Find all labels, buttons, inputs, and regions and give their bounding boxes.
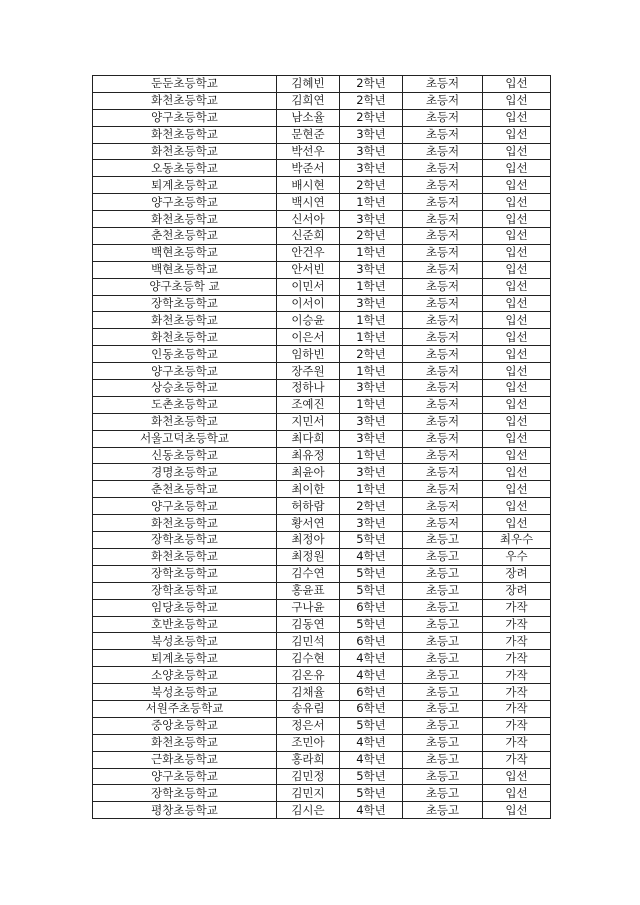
grade-cell: 1학년 [340, 447, 403, 464]
table-row [93, 515, 551, 532]
table-row [93, 650, 551, 667]
division-cell: 초등저 [403, 76, 483, 93]
award-cell: 입선 [483, 498, 551, 515]
division-cell: 초등저 [403, 126, 483, 143]
award-cell: 가작 [483, 700, 551, 717]
award-table-body [93, 76, 551, 819]
grade-cell: 1학년 [340, 278, 403, 295]
division-cell: 초등저 [403, 464, 483, 481]
award-cell: 가작 [483, 633, 551, 650]
grade-cell: 6학년 [340, 684, 403, 701]
award-cell: 입선 [483, 768, 551, 785]
student-name-cell: 배시현 [277, 177, 340, 194]
table-row [93, 447, 551, 464]
student-name-cell: 김동연 [277, 616, 340, 633]
table-row [93, 177, 551, 194]
table-row [93, 599, 551, 616]
student-name-cell: 김채율 [277, 684, 340, 701]
table-row [93, 346, 551, 363]
school-cell: 화천초등학교 [93, 413, 277, 430]
table-row [93, 126, 551, 143]
school-cell: 양구초등학교 [93, 498, 277, 515]
school-cell: 근화초등학교 [93, 751, 277, 768]
student-name-cell: 박선우 [277, 143, 340, 160]
division-cell: 초등저 [403, 228, 483, 245]
award-cell: 입선 [483, 312, 551, 329]
table-row [93, 481, 551, 498]
student-name-cell: 이승윤 [277, 312, 340, 329]
table-row [93, 464, 551, 481]
award-cell: 입선 [483, 278, 551, 295]
school-cell: 화천초등학교 [93, 211, 277, 228]
division-cell: 초등고 [403, 768, 483, 785]
grade-cell: 4학년 [340, 650, 403, 667]
grade-cell: 3학년 [340, 464, 403, 481]
table-row [93, 261, 551, 278]
school-cell: 장학초등학교 [93, 582, 277, 599]
award-cell: 장려 [483, 582, 551, 599]
table-row [93, 498, 551, 515]
table-row [93, 565, 551, 582]
award-cell: 입선 [483, 143, 551, 160]
school-cell: 화천초등학교 [93, 548, 277, 565]
grade-cell: 3학년 [340, 143, 403, 160]
school-cell: 오동초등학교 [93, 160, 277, 177]
award-cell: 입선 [483, 194, 551, 211]
school-cell: 장학초등학교 [93, 785, 277, 802]
school-cell: 북성초등학교 [93, 684, 277, 701]
school-cell: 양구초등학교 [93, 768, 277, 785]
division-cell: 초등저 [403, 211, 483, 228]
award-cell: 입선 [483, 802, 551, 819]
student-name-cell: 남소율 [277, 109, 340, 126]
student-name-cell: 신서아 [277, 211, 340, 228]
division-cell: 초등저 [403, 312, 483, 329]
school-cell: 춘천초등학교 [93, 481, 277, 498]
award-cell: 입선 [483, 481, 551, 498]
table-row [93, 633, 551, 650]
division-cell: 초등고 [403, 532, 483, 549]
table-row [93, 616, 551, 633]
student-name-cell: 김수현 [277, 650, 340, 667]
student-name-cell: 최정아 [277, 532, 340, 549]
division-cell: 초등저 [403, 396, 483, 413]
table-row [93, 802, 551, 819]
grade-cell: 3학년 [340, 413, 403, 430]
award-cell: 가작 [483, 667, 551, 684]
grade-cell: 2학년 [340, 109, 403, 126]
division-cell: 초등고 [403, 785, 483, 802]
table-row [93, 717, 551, 734]
school-cell: 평창초등학교 [93, 802, 277, 819]
award-cell: 입선 [483, 244, 551, 261]
student-name-cell: 최유정 [277, 447, 340, 464]
table-row [93, 582, 551, 599]
school-cell: 양구초등학교 [93, 363, 277, 380]
division-cell: 초등저 [403, 194, 483, 211]
award-cell: 가작 [483, 599, 551, 616]
grade-cell: 4학년 [340, 751, 403, 768]
school-cell: 신동초등학교 [93, 447, 277, 464]
grade-cell: 5학년 [340, 565, 403, 582]
school-cell: 화천초등학교 [93, 92, 277, 109]
school-cell: 소양초등학교 [93, 667, 277, 684]
table-row [93, 363, 551, 380]
school-cell: 춘천초등학교 [93, 228, 277, 245]
division-cell: 초등고 [403, 548, 483, 565]
school-cell: 둔둔초등학교 [93, 76, 277, 93]
school-cell: 화천초등학교 [93, 515, 277, 532]
student-name-cell: 정하나 [277, 380, 340, 397]
table-row [93, 109, 551, 126]
student-name-cell: 지민서 [277, 413, 340, 430]
grade-cell: 1학년 [340, 244, 403, 261]
student-name-cell: 신준희 [277, 228, 340, 245]
division-cell: 초등저 [403, 109, 483, 126]
student-name-cell: 김온유 [277, 667, 340, 684]
grade-cell: 5학년 [340, 717, 403, 734]
school-cell: 서울고덕초등학교 [93, 430, 277, 447]
award-cell: 입선 [483, 92, 551, 109]
student-name-cell: 이은서 [277, 329, 340, 346]
school-cell: 상승초등학교 [93, 380, 277, 397]
student-name-cell: 황서연 [277, 515, 340, 532]
student-name-cell: 송유림 [277, 700, 340, 717]
school-cell: 백현초등학교 [93, 244, 277, 261]
award-cell: 장려 [483, 565, 551, 582]
grade-cell: 1학년 [340, 396, 403, 413]
division-cell: 초등고 [403, 565, 483, 582]
division-cell: 초등저 [403, 363, 483, 380]
award-cell: 입선 [483, 177, 551, 194]
award-cell: 입선 [483, 329, 551, 346]
award-cell: 입선 [483, 413, 551, 430]
division-cell: 초등고 [403, 684, 483, 701]
grade-cell: 6학년 [340, 633, 403, 650]
student-name-cell: 구나윤 [277, 599, 340, 616]
award-cell: 입선 [483, 228, 551, 245]
grade-cell: 1학년 [340, 312, 403, 329]
table-row [93, 92, 551, 109]
table-row [93, 143, 551, 160]
division-cell: 초등저 [403, 498, 483, 515]
grade-cell: 3학년 [340, 295, 403, 312]
grade-cell: 2학년 [340, 177, 403, 194]
grade-cell: 3학년 [340, 515, 403, 532]
table-row [93, 396, 551, 413]
grade-cell: 5학년 [340, 616, 403, 633]
school-cell: 호반초등학교 [93, 616, 277, 633]
grade-cell: 6학년 [340, 599, 403, 616]
school-cell: 장학초등학교 [93, 295, 277, 312]
student-name-cell: 이민서 [277, 278, 340, 295]
student-name-cell: 홍라희 [277, 751, 340, 768]
table-row [93, 430, 551, 447]
division-cell: 초등고 [403, 616, 483, 633]
grade-cell: 2학년 [340, 92, 403, 109]
student-name-cell: 조민아 [277, 734, 340, 751]
student-name-cell: 김민정 [277, 768, 340, 785]
grade-cell: 2학년 [340, 498, 403, 515]
school-cell: 임당초등학교 [93, 599, 277, 616]
award-cell: 입선 [483, 447, 551, 464]
award-cell: 입선 [483, 76, 551, 93]
division-cell: 초등저 [403, 447, 483, 464]
school-cell: 인동초등학교 [93, 346, 277, 363]
grade-cell: 3학년 [340, 380, 403, 397]
grade-cell: 6학년 [340, 700, 403, 717]
student-name-cell: 최윤아 [277, 464, 340, 481]
division-cell: 초등저 [403, 143, 483, 160]
award-cell: 가작 [483, 650, 551, 667]
school-cell: 중앙초등학교 [93, 717, 277, 734]
table-row [93, 751, 551, 768]
grade-cell: 2학년 [340, 76, 403, 93]
division-cell: 초등고 [403, 633, 483, 650]
table-row [93, 413, 551, 430]
table-row [93, 329, 551, 346]
table-row [93, 785, 551, 802]
grade-cell: 3학년 [340, 126, 403, 143]
table-row [93, 548, 551, 565]
grade-cell: 3학년 [340, 261, 403, 278]
award-cell: 입선 [483, 380, 551, 397]
division-cell: 초등고 [403, 734, 483, 751]
award-cell: 입선 [483, 126, 551, 143]
division-cell: 초등저 [403, 92, 483, 109]
school-cell: 양구초등학 교 [93, 278, 277, 295]
award-cell: 입선 [483, 109, 551, 126]
division-cell: 초등저 [403, 515, 483, 532]
school-cell: 퇴계초등학교 [93, 177, 277, 194]
award-results-table [92, 75, 551, 819]
student-name-cell: 임하빈 [277, 346, 340, 363]
school-cell: 화천초등학교 [93, 143, 277, 160]
grade-cell: 4학년 [340, 548, 403, 565]
grade-cell: 4학년 [340, 802, 403, 819]
division-cell: 초등저 [403, 346, 483, 363]
table-row [93, 211, 551, 228]
school-cell: 백현초등학교 [93, 261, 277, 278]
grade-cell: 5학년 [340, 582, 403, 599]
award-cell: 입선 [483, 160, 551, 177]
student-name-cell: 김민지 [277, 785, 340, 802]
grade-cell: 4학년 [340, 667, 403, 684]
school-cell: 화천초등학교 [93, 329, 277, 346]
award-cell: 입선 [483, 464, 551, 481]
grade-cell: 1학년 [340, 194, 403, 211]
student-name-cell: 최정원 [277, 548, 340, 565]
grade-cell: 4학년 [340, 734, 403, 751]
student-name-cell: 정은서 [277, 717, 340, 734]
table-row [93, 684, 551, 701]
award-cell: 입선 [483, 211, 551, 228]
school-cell: 퇴계초등학교 [93, 650, 277, 667]
student-name-cell: 조예진 [277, 396, 340, 413]
school-cell: 서원주초등학교 [93, 700, 277, 717]
grade-cell: 5학년 [340, 768, 403, 785]
award-cell: 입선 [483, 515, 551, 532]
division-cell: 초등저 [403, 380, 483, 397]
division-cell: 초등고 [403, 667, 483, 684]
division-cell: 초등저 [403, 329, 483, 346]
award-cell: 입선 [483, 785, 551, 802]
division-cell: 초등고 [403, 717, 483, 734]
student-name-cell: 박준서 [277, 160, 340, 177]
division-cell: 초등고 [403, 700, 483, 717]
student-name-cell: 김시은 [277, 802, 340, 819]
school-cell: 화천초등학교 [93, 734, 277, 751]
award-cell: 우수 [483, 548, 551, 565]
student-name-cell: 안건우 [277, 244, 340, 261]
division-cell: 초등고 [403, 599, 483, 616]
division-cell: 초등저 [403, 413, 483, 430]
school-cell: 경명초등학교 [93, 464, 277, 481]
student-name-cell: 김수연 [277, 565, 340, 582]
school-cell: 장학초등학교 [93, 532, 277, 549]
student-name-cell: 김혜빈 [277, 76, 340, 93]
table-row [93, 228, 551, 245]
award-cell: 가작 [483, 684, 551, 701]
table-row [93, 194, 551, 211]
table-row [93, 380, 551, 397]
grade-cell: 5학년 [340, 785, 403, 802]
grade-cell: 2학년 [340, 228, 403, 245]
award-cell: 입선 [483, 396, 551, 413]
student-name-cell: 허하람 [277, 498, 340, 515]
division-cell: 초등저 [403, 278, 483, 295]
table-row [93, 244, 551, 261]
division-cell: 초등저 [403, 244, 483, 261]
grade-cell: 5학년 [340, 532, 403, 549]
grade-cell: 3학년 [340, 211, 403, 228]
student-name-cell: 최이한 [277, 481, 340, 498]
division-cell: 초등고 [403, 802, 483, 819]
division-cell: 초등고 [403, 751, 483, 768]
award-cell: 가작 [483, 751, 551, 768]
division-cell: 초등저 [403, 295, 483, 312]
student-name-cell: 백시연 [277, 194, 340, 211]
division-cell: 초등저 [403, 177, 483, 194]
table-row [93, 312, 551, 329]
school-cell: 양구초등학교 [93, 109, 277, 126]
award-cell: 가작 [483, 734, 551, 751]
table-row [93, 295, 551, 312]
student-name-cell: 문현준 [277, 126, 340, 143]
grade-cell: 1학년 [340, 329, 403, 346]
table-row [93, 667, 551, 684]
award-cell: 입선 [483, 295, 551, 312]
table-row [93, 160, 551, 177]
student-name-cell: 홍윤표 [277, 582, 340, 599]
school-cell: 장학초등학교 [93, 565, 277, 582]
award-cell: 입선 [483, 261, 551, 278]
school-cell: 북성초등학교 [93, 633, 277, 650]
division-cell: 초등저 [403, 261, 483, 278]
school-cell: 화천초등학교 [93, 126, 277, 143]
division-cell: 초등저 [403, 430, 483, 447]
grade-cell: 2학년 [340, 346, 403, 363]
division-cell: 초등저 [403, 481, 483, 498]
student-name-cell: 이서이 [277, 295, 340, 312]
school-cell: 화천초등학교 [93, 312, 277, 329]
student-name-cell: 김희연 [277, 92, 340, 109]
table-row [93, 76, 551, 93]
grade-cell: 3학년 [340, 430, 403, 447]
table-row [93, 700, 551, 717]
award-cell: 가작 [483, 717, 551, 734]
award-cell: 가작 [483, 616, 551, 633]
grade-cell: 1학년 [340, 481, 403, 498]
division-cell: 초등고 [403, 582, 483, 599]
grade-cell: 1학년 [340, 363, 403, 380]
student-name-cell: 안서빈 [277, 261, 340, 278]
division-cell: 초등고 [403, 650, 483, 667]
student-name-cell: 최다희 [277, 430, 340, 447]
division-cell: 초등저 [403, 160, 483, 177]
student-name-cell: 김민석 [277, 633, 340, 650]
table-row [93, 734, 551, 751]
school-cell: 양구초등학교 [93, 194, 277, 211]
table-row [93, 768, 551, 785]
award-cell: 입선 [483, 363, 551, 380]
student-name-cell: 장주원 [277, 363, 340, 380]
school-cell: 도촌초등학교 [93, 396, 277, 413]
grade-cell: 3학년 [340, 160, 403, 177]
award-cell: 최우수 [483, 532, 551, 549]
table-row [93, 278, 551, 295]
award-cell: 입선 [483, 346, 551, 363]
award-cell: 입선 [483, 430, 551, 447]
table-row [93, 532, 551, 549]
